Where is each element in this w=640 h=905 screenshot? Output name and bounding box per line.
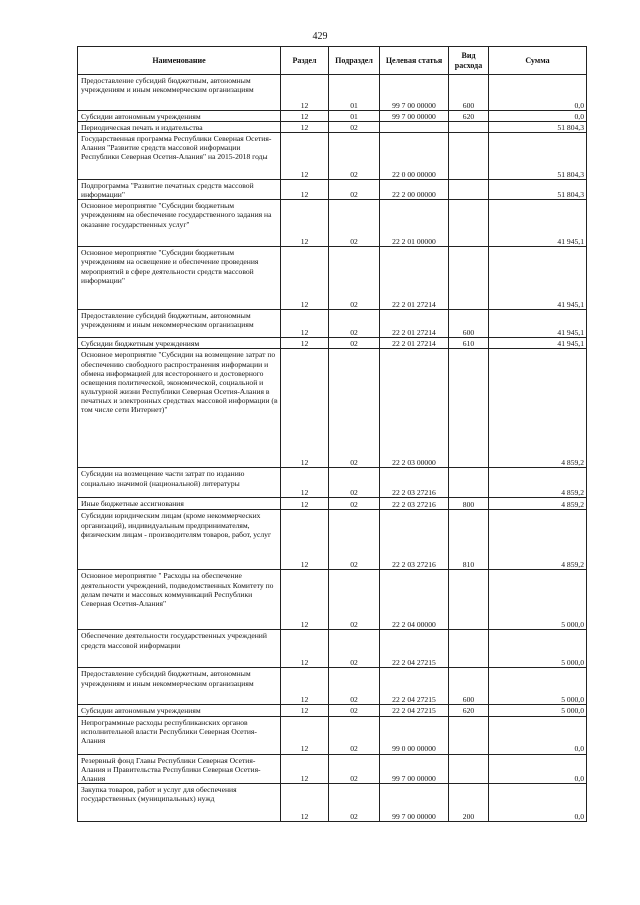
row-sum: 0,0 bbox=[489, 111, 587, 122]
row-kind: 810 bbox=[449, 510, 489, 570]
row-section: 12 bbox=[281, 338, 329, 349]
row-section: 12 bbox=[281, 310, 329, 338]
row-section: 12 bbox=[281, 510, 329, 570]
row-section: 12 bbox=[281, 180, 329, 200]
table-row bbox=[78, 122, 587, 133]
row-section: 12 bbox=[281, 349, 329, 468]
row-subsection: 02 bbox=[329, 122, 380, 133]
row-name: Субсидии автономным учреждениям bbox=[78, 111, 281, 122]
row-sum: 4 859,2 bbox=[489, 510, 587, 570]
row-kind: 200 bbox=[449, 783, 489, 821]
row-kind bbox=[449, 180, 489, 200]
row-target: 99 7 00 00000 bbox=[380, 111, 449, 122]
row-sum: 41 945,1 bbox=[489, 338, 587, 349]
row-section: 12 bbox=[281, 498, 329, 510]
row-subsection: 02 bbox=[329, 180, 380, 200]
row-kind bbox=[449, 247, 489, 310]
row-subsection: 01 bbox=[329, 111, 380, 122]
table-row bbox=[78, 200, 587, 247]
row-subsection: 02 bbox=[329, 630, 380, 668]
header-kind: Вид расхода bbox=[449, 47, 489, 75]
row-subsection: 02 bbox=[329, 247, 380, 310]
row-kind: 600 bbox=[449, 668, 489, 705]
row-subsection: 02 bbox=[329, 349, 380, 468]
row-subsection: 02 bbox=[329, 200, 380, 247]
row-sum: 51 804,3 bbox=[489, 122, 587, 133]
row-target: 22 2 03 27216 bbox=[380, 498, 449, 510]
header-target: Целевая статья bbox=[380, 47, 449, 75]
row-subsection: 02 bbox=[329, 668, 380, 705]
row-subsection: 01 bbox=[329, 75, 380, 111]
row-target: 22 2 01 27214 bbox=[380, 338, 449, 349]
row-target: 22 2 03 27216 bbox=[380, 510, 449, 570]
table-row bbox=[78, 310, 587, 338]
row-sum: 0,0 bbox=[489, 716, 587, 754]
table-row bbox=[78, 510, 587, 570]
row-section: 12 bbox=[281, 75, 329, 111]
table-row bbox=[78, 247, 587, 310]
row-name: Основное мероприятие " Расходы на обеспечение деятельности учреждений, подведомственных Комитету по делам печати и массовых коммуникаций Республики Северная Осетия-Алания" bbox=[78, 570, 281, 630]
row-kind bbox=[449, 716, 489, 754]
row-section: 12 bbox=[281, 783, 329, 821]
row-kind bbox=[449, 468, 489, 498]
row-name: Предоставление субсидий бюджетным, автономным учреждениям и иным некоммерческим организациям bbox=[78, 310, 281, 338]
table-row bbox=[78, 705, 587, 716]
row-subsection: 02 bbox=[329, 468, 380, 498]
row-name: Предоставление субсидий бюджетным, автономным учреждениям и иным некоммерческим организациям bbox=[78, 668, 281, 705]
row-target bbox=[380, 122, 449, 133]
row-section: 12 bbox=[281, 200, 329, 247]
row-sum: 5 000,0 bbox=[489, 570, 587, 630]
table-row bbox=[78, 349, 587, 468]
row-sum: 0,0 bbox=[489, 75, 587, 111]
row-kind bbox=[449, 754, 489, 783]
row-target: 22 2 01 00000 bbox=[380, 200, 449, 247]
page-number: 429 bbox=[312, 31, 328, 42]
row-name: Непрограммные расходы республиканских органов исполнительной власти Республики Северная Осетия-Алания bbox=[78, 716, 281, 754]
table-row bbox=[78, 338, 587, 349]
row-kind: 620 bbox=[449, 705, 489, 716]
row-target: 22 2 04 00000 bbox=[380, 570, 449, 630]
row-section: 12 bbox=[281, 668, 329, 705]
row-subsection: 02 bbox=[329, 783, 380, 821]
row-subsection: 02 bbox=[329, 133, 380, 180]
row-sum: 4 859,2 bbox=[489, 468, 587, 498]
row-sum: 4 859,2 bbox=[489, 349, 587, 468]
row-sum: 0,0 bbox=[489, 783, 587, 821]
row-subsection: 02 bbox=[329, 716, 380, 754]
row-name: Государственная программа Республики Северная Осетия-Алания "Развитие средств массовой информации Республики Северная Осетия-Алания" на 2015-2018 годы bbox=[78, 133, 281, 180]
row-name: Периодическая печать и издательства bbox=[78, 122, 281, 133]
row-sum: 51 804,3 bbox=[489, 180, 587, 200]
table-row bbox=[78, 668, 587, 705]
table-row bbox=[78, 570, 587, 630]
row-kind: 620 bbox=[449, 111, 489, 122]
table-row bbox=[78, 630, 587, 668]
table-row bbox=[78, 716, 587, 754]
row-target: 22 2 03 00000 bbox=[380, 349, 449, 468]
row-kind bbox=[449, 122, 489, 133]
header-subsection: Подраздел bbox=[329, 47, 380, 75]
table-row bbox=[78, 75, 587, 111]
table-row bbox=[78, 180, 587, 200]
header-name: Наименование bbox=[78, 47, 281, 75]
table-row bbox=[78, 468, 587, 498]
row-kind bbox=[449, 570, 489, 630]
row-name: Основное мероприятие "Субсидии бюджетным учреждениям на обеспечение государственного задания на оказание государственных услуг" bbox=[78, 200, 281, 247]
row-sum: 4 859,2 bbox=[489, 498, 587, 510]
table-row bbox=[78, 754, 587, 783]
budget-table bbox=[77, 46, 587, 822]
row-name: Субсидии на возмещение части затрат по изданию социально значимой (национальной) литературы bbox=[78, 468, 281, 498]
row-sum: 41 945,1 bbox=[489, 310, 587, 338]
row-kind: 600 bbox=[449, 75, 489, 111]
row-section: 12 bbox=[281, 705, 329, 716]
row-subsection: 02 bbox=[329, 310, 380, 338]
row-target: 22 2 03 27216 bbox=[380, 468, 449, 498]
row-kind: 610 bbox=[449, 338, 489, 349]
row-sum: 41 945,1 bbox=[489, 200, 587, 247]
row-section: 12 bbox=[281, 716, 329, 754]
row-name: Предоставление субсидий бюджетным, автономным учреждениям и иным некоммерческим организациям bbox=[78, 75, 281, 111]
row-kind: 600 bbox=[449, 310, 489, 338]
row-sum: 5 000,0 bbox=[489, 705, 587, 716]
row-target: 22 2 01 27214 bbox=[380, 247, 449, 310]
table-row bbox=[78, 111, 587, 122]
row-section: 12 bbox=[281, 630, 329, 668]
row-subsection: 02 bbox=[329, 754, 380, 783]
row-section: 12 bbox=[281, 754, 329, 783]
row-name: Субсидии бюджетным учреждениям bbox=[78, 338, 281, 349]
row-name: Субсидии юридическим лицам (кроме некоммерческих организаций), индивидуальным предпринимателям, физическим лицам - производителям товаров, работ, услуг bbox=[78, 510, 281, 570]
row-subsection: 02 bbox=[329, 570, 380, 630]
table-row bbox=[78, 783, 587, 821]
row-subsection: 02 bbox=[329, 338, 380, 349]
row-target: 99 7 00 00000 bbox=[380, 75, 449, 111]
row-subsection: 02 bbox=[329, 705, 380, 716]
row-section: 12 bbox=[281, 111, 329, 122]
row-target: 99 7 00 00000 bbox=[380, 783, 449, 821]
row-subsection: 02 bbox=[329, 510, 380, 570]
row-section: 12 bbox=[281, 570, 329, 630]
row-section: 12 bbox=[281, 122, 329, 133]
row-name: Иные бюджетные ассигнования bbox=[78, 498, 281, 510]
row-sum: 0,0 bbox=[489, 754, 587, 783]
row-target: 22 2 04 27215 bbox=[380, 705, 449, 716]
row-sum: 5 000,0 bbox=[489, 668, 587, 705]
row-name: Закупка товаров, работ и услуг для обеспечения государственных (муниципальных) нужд bbox=[78, 783, 281, 821]
row-target: 99 0 00 00000 bbox=[380, 716, 449, 754]
row-kind bbox=[449, 630, 489, 668]
row-name: Резервный фонд Главы Республики Северная Осетия-Алания и Правительства Республики Северная Осетия-Алания bbox=[78, 754, 281, 783]
row-target: 99 7 00 00000 bbox=[380, 754, 449, 783]
row-name: Основное мероприятие "Субсидии на возмещение затрат по обеспечению свободного распространения информации и обмена информацией для всестороннего и достоверного освещения политической, экономической, социальной и культурной жизни Республики Северная Осетия-Алания в печатных и электронных средствах массовой информации (в том числе сети Интернет)" bbox=[78, 349, 281, 468]
row-kind bbox=[449, 200, 489, 247]
row-sum: 51 804,3 bbox=[489, 133, 587, 180]
row-section: 12 bbox=[281, 468, 329, 498]
header-section: Раздел bbox=[281, 47, 329, 75]
row-sum: 41 945,1 bbox=[489, 247, 587, 310]
row-target: 22 0 00 00000 bbox=[380, 133, 449, 180]
row-name: Субсидии автономным учреждениям bbox=[78, 705, 281, 716]
table-row bbox=[78, 133, 587, 180]
row-name: Подпрограмма "Развитие печатных средств массовой информации" bbox=[78, 180, 281, 200]
row-target: 22 2 04 27215 bbox=[380, 668, 449, 705]
row-name: Основное мероприятие "Субсидии бюджетным учреждениям на освещение и обеспечение проведения мероприятий в сфере деятельности средств массовой информации" bbox=[78, 247, 281, 310]
row-kind bbox=[449, 133, 489, 180]
row-target: 22 2 01 27214 bbox=[380, 310, 449, 338]
row-kind: 800 bbox=[449, 498, 489, 510]
row-name: Обеспечение деятельности государственных учреждений средств массовой информации bbox=[78, 630, 281, 668]
row-target: 22 2 04 27215 bbox=[380, 630, 449, 668]
table-row bbox=[78, 498, 587, 510]
row-kind bbox=[449, 349, 489, 468]
row-section: 12 bbox=[281, 133, 329, 180]
row-section: 12 bbox=[281, 247, 329, 310]
header-sum: Сумма bbox=[489, 47, 587, 75]
row-subsection: 02 bbox=[329, 498, 380, 510]
table-body bbox=[78, 75, 587, 822]
row-target: 22 2 00 00000 bbox=[380, 180, 449, 200]
table-header-row bbox=[78, 47, 587, 75]
row-sum: 5 000,0 bbox=[489, 630, 587, 668]
